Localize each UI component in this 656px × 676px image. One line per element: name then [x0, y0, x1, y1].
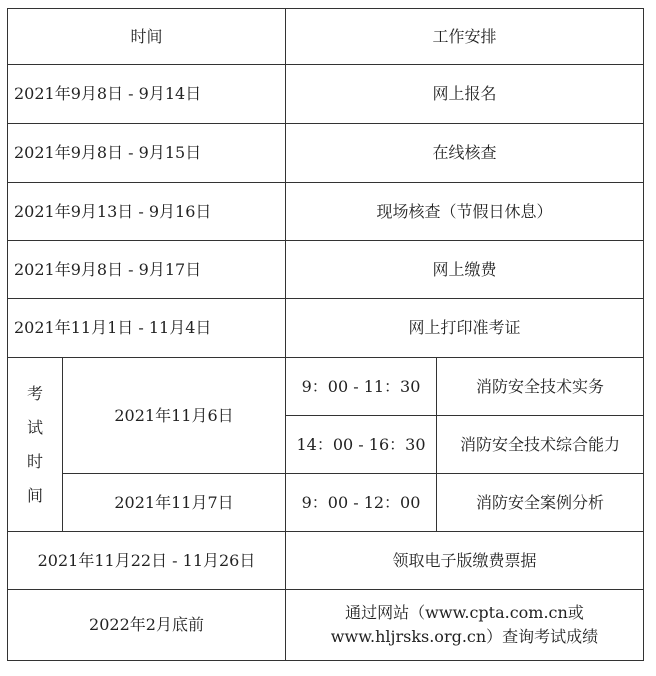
row-task: 网上打印准考证 — [286, 299, 644, 358]
exam-time-label — [8, 358, 63, 532]
session-subject: 消防安全技术综合能力 — [437, 416, 644, 474]
header-time: 时间 — [8, 9, 286, 65]
header-row — [8, 9, 644, 65]
row-time: 2021年9月8日 - 9月17日 — [8, 241, 286, 299]
exam-row — [8, 474, 644, 532]
row-time: 2021年9月8日 - 9月14日 — [8, 65, 286, 124]
session-subject: 消防安全技术实务 — [437, 358, 644, 416]
session-time: 9：00 - 12：00 — [286, 474, 437, 532]
row-time: 2021年11月1日 - 11月4日 — [8, 299, 286, 358]
score-task-line: 通过网站（www.cpta.com.cn或 — [345, 603, 584, 622]
score-task-line: www.hljrsks.org.cn）查询考试成绩 — [330, 627, 599, 646]
exam-label-char: 时 — [26, 451, 43, 471]
session-time: 9：00 - 11：30 — [286, 358, 437, 416]
session-time: 14：00 - 16：30 — [286, 416, 437, 474]
row-time: 2022年2月底前 — [8, 590, 286, 661]
table-row — [8, 65, 644, 124]
exam-label-char: 间 — [26, 485, 43, 505]
table-row — [8, 183, 644, 241]
session-subject: 消防安全案例分析 — [437, 474, 644, 532]
table-row — [8, 299, 644, 358]
row-task — [286, 590, 644, 661]
header-arrangement: 工作安排 — [286, 9, 644, 65]
exam-label-char: 试 — [26, 417, 43, 437]
row-task: 网上缴费 — [286, 241, 644, 299]
exam-date: 2021年11月6日 — [63, 358, 286, 474]
table-row — [8, 532, 644, 590]
exam-date: 2021年11月7日 — [63, 474, 286, 532]
row-time: 2021年9月8日 - 9月15日 — [8, 124, 286, 183]
exam-label-char: 考 — [26, 383, 43, 403]
exam-row — [8, 358, 644, 416]
schedule-table — [7, 8, 644, 661]
row-task: 在线核查 — [286, 124, 644, 183]
row-time: 2021年9月13日 - 9月16日 — [8, 183, 286, 241]
row-task: 现场核查（节假日休息） — [286, 183, 644, 241]
row-task: 网上报名 — [286, 65, 644, 124]
table-row — [8, 241, 644, 299]
table-row — [8, 124, 644, 183]
row-task: 领取电子版缴费票据 — [286, 532, 644, 590]
table-row — [8, 590, 644, 661]
row-time: 2021年11月22日 - 11月26日 — [8, 532, 286, 590]
